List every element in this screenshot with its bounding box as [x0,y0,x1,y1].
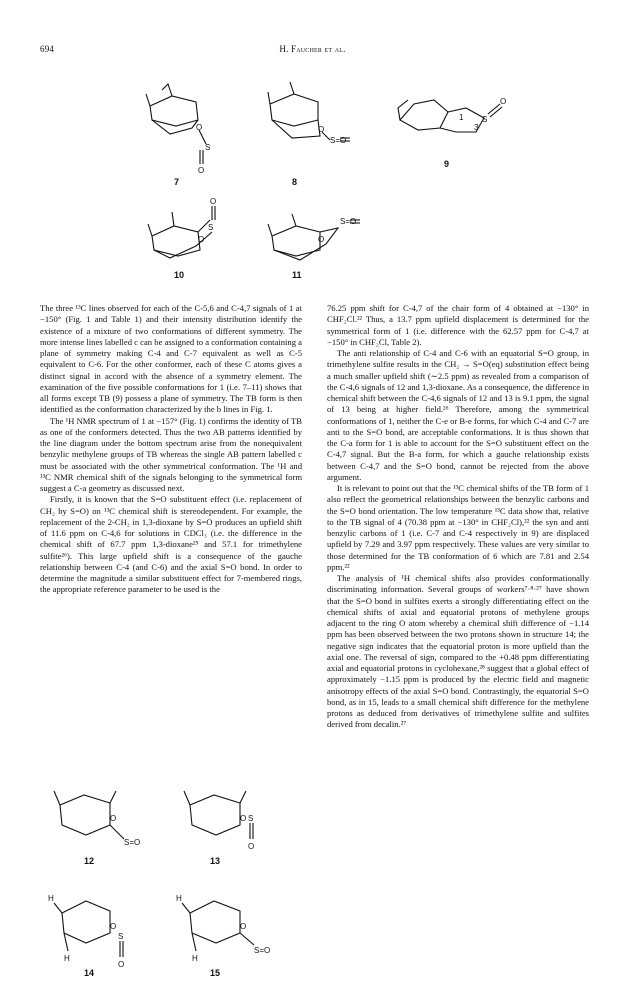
running-head-text: H. Faucher et al. [279,44,346,54]
atom-O-8: O [318,125,325,134]
atom-O-9: O [500,97,507,106]
structure-8-drawing [268,82,350,141]
atom-S-10: S [208,223,214,232]
atom-O-7b: O [198,166,205,175]
atom-O-11: O [318,235,325,244]
right-paragraph-2: The anti relationship of C-4 and C-6 with an equatorial S=O group, in trimethylene sulfite results in the CH₂ → S=O(eq) substitution effect being a much smaller upfield shift (∼2.5 ppm) as revealed from a comparison of the C-4,6 signals of 12 and 1,3-dioxane. As a consequence, the difference in chemical shift between the C-4,6 signals of 12 and 13 is 9.1 ppm, the signal of 13 being at higher field.²⁶ Therefore, among the symmetrical conformations of 1, neither the C-e or B-e forms, for which C-4 and C-7 are anti to the S=O bond, are acceptable conformations. It is thus shown that the C-a form for 1 is able to account for the S=O substituent effect on the C-4,7 signal. But the B-a form, for which a gauche relationship exists between C-4,7 and the S=O bond, cannot be rejected from the above argument. [327,348,589,482]
left-paragraph-2: The ¹H NMR spectrum of 1 at −157° (Fig. 1) confirms the identity of TB as one of the conformers detected. Thus the two AB patterns identified by the line diagram under the bottom spectrum arise from the nonequivalent benzylic methylene groups of TB whereas the single AB pattern labelled c must be associated with the other symmetrical conformation. The ¹H and ¹³C NMR chemical shift of the signals belonging to the symmetrical form suggest a C-a geometry as discussed next. [40,415,302,493]
atom-S-9: S [482,115,488,124]
atom-O-15: O [240,922,247,931]
running-head [0,44,625,54]
atom-S-13: S [248,814,254,823]
atom-O-10: O [198,235,205,244]
page-number: 694 [40,44,55,54]
atom-H-15a: H [176,894,182,903]
atom-S-14: S [118,932,124,941]
structure-label-12: 12 [84,856,95,866]
right-paragraph-1: 76.25 ppm shift for C-4,7 of the chair form of 4 obtained at −130° in CHF₂Cl.²² Thus, a 13.7 ppm upfield displacement is determined for the symmetrical form of 1 (i.e. difference with the 62.57 ppm for C-4,7 at −150° in CHF₂Cl, Table 2). [327,303,589,347]
atom-H-14a: H [48,894,54,903]
structure-label-10: 10 [174,270,185,280]
right-paragraph-3: It is relevant to point out that the ¹³C chemical shifts of the TB form of 1 also reflect the geometrical relationships between the benzylic carbons and the S=O bond orientation. The low temperature ¹³C data show that, relative to the TB signal of 4 (70.38 ppm at −130° in CHF₂Cl),²² the syn and anti benzylic carbons of 1 (i.e. C-7 and C-4 respectively in 9) are displaced upfield by 7.29 and 3.97 ppm respectively. These values are very similar to those determined for the TB conformation of 6 which are 7.81 and 2.54 ppm.²² [327,483,589,572]
structure-figure-bottom [40,765,302,995]
atom-O-14: O [110,922,117,931]
atom-num3-9: 3 [474,123,479,132]
atom-num1-9: 1 [459,113,464,122]
structure-label-14: 14 [84,968,95,978]
structure-10-drawing [148,206,215,258]
atom-S-7: S [205,143,211,152]
left-paragraph-1: The three ¹³C lines observed for each of the C-5,6 and C-4,7 signals of 1 at −150° (Fig. 1 and Table 1) and their intensity distribution identify the existence of a mixture of two conformations of different symmetry. The more intense lines labelled c can be assigned to a conformation containing a plane of symmetry making C-4 and C-7 equivalent as well as C-5 equivalent to C-6. For the other conformer, each of these C atoms gives a distinct signal in accord with the absence of a symmetry element. The examination of the five possible conformations for 1 (i.e. 7–11) shows that all forms except TB (9) possess a plane of symmetry. The TB form is then identified as the conformation characterized by the b lines in Fig. 1. [40,303,302,415]
right-column [327,303,589,731]
atom-O-12: O [110,814,117,823]
atom-O-13: O [240,814,247,823]
atom-SO-8: S=O [330,136,347,145]
atom-O-13b: O [248,842,255,851]
atom-O-7: O [196,123,203,132]
structure-figure-top [0,60,625,280]
right-paragraph-4: The analysis of ¹H chemical shifts also provides conformationally discriminating information. Several groups of workers⁷·⁸·²⁷ have shown that the S=O bond in sulfites exerts a strongly differentiating effect on the chemical shifts of axial and equatorial protons of methylene groups adjacent to the ring O atom whereby a chemical shift difference of −1.14 ppm has been observed between the two protons shown in structure 14; the negative sign indicates that the equatorial proton is more upfield than the axial one. The reversal of sign, compared to the +0.48 ppm differentiating axial and equatorial protons in cyclohexane,²⁸ suggest that a global effect of approximately −1.15 ppm is produced by the electric field and magnetic anisotropy effects of the axial S=O bond. Contrastingly, the equatorial S=O bond, as in 15, leads to a small chemical shift difference for the methylene protons as deduced from derivatives of trimethylene sulfite and sulfites derived from decalin.²⁷ [327,573,589,730]
structure-label-9: 9 [444,159,450,169]
structure-label-8: 8 [292,177,298,187]
atom-SO-12: S=O [124,838,141,847]
structure-label-13: 13 [210,856,221,866]
atom-H-15b: H [192,954,198,963]
atom-H-14b: H [64,954,70,963]
structure-label-11: 11 [292,270,302,280]
atom-SO-11: S=O [340,217,357,226]
structure-label-7: 7 [174,177,180,187]
left-column [40,303,302,596]
atom-O-14b: O [118,960,125,969]
structure-label-15: 15 [210,968,221,978]
atom-SO-15: S=O [254,946,271,955]
atom-O-10b: O [210,197,217,206]
left-paragraph-3: Firstly, it is known that the S=O substituent effect (i.e. replacement of CH₂ by S=O) on ¹³C chemical shift is stereodependent. For example, the replacement of the 2-CH₂ in 1,3-dioxane by S=O produces an upfield shift of 11.6 ppm on C-4,6 for solutions in CDCl₃ (i.e. the difference in the chemical shift of 67.7 ppm 1,3-dioxane²⁵ and 57.1 for trimethylene sulfite²⁶). This large upfield shift is a consequence of the gauche relationship between C-4 (and C-6) and the axial S=O bond. In order to determine the magnitude a similar substituent effect for 7-membered rings, the appropriate reference parameter to be used is the [40,494,302,595]
